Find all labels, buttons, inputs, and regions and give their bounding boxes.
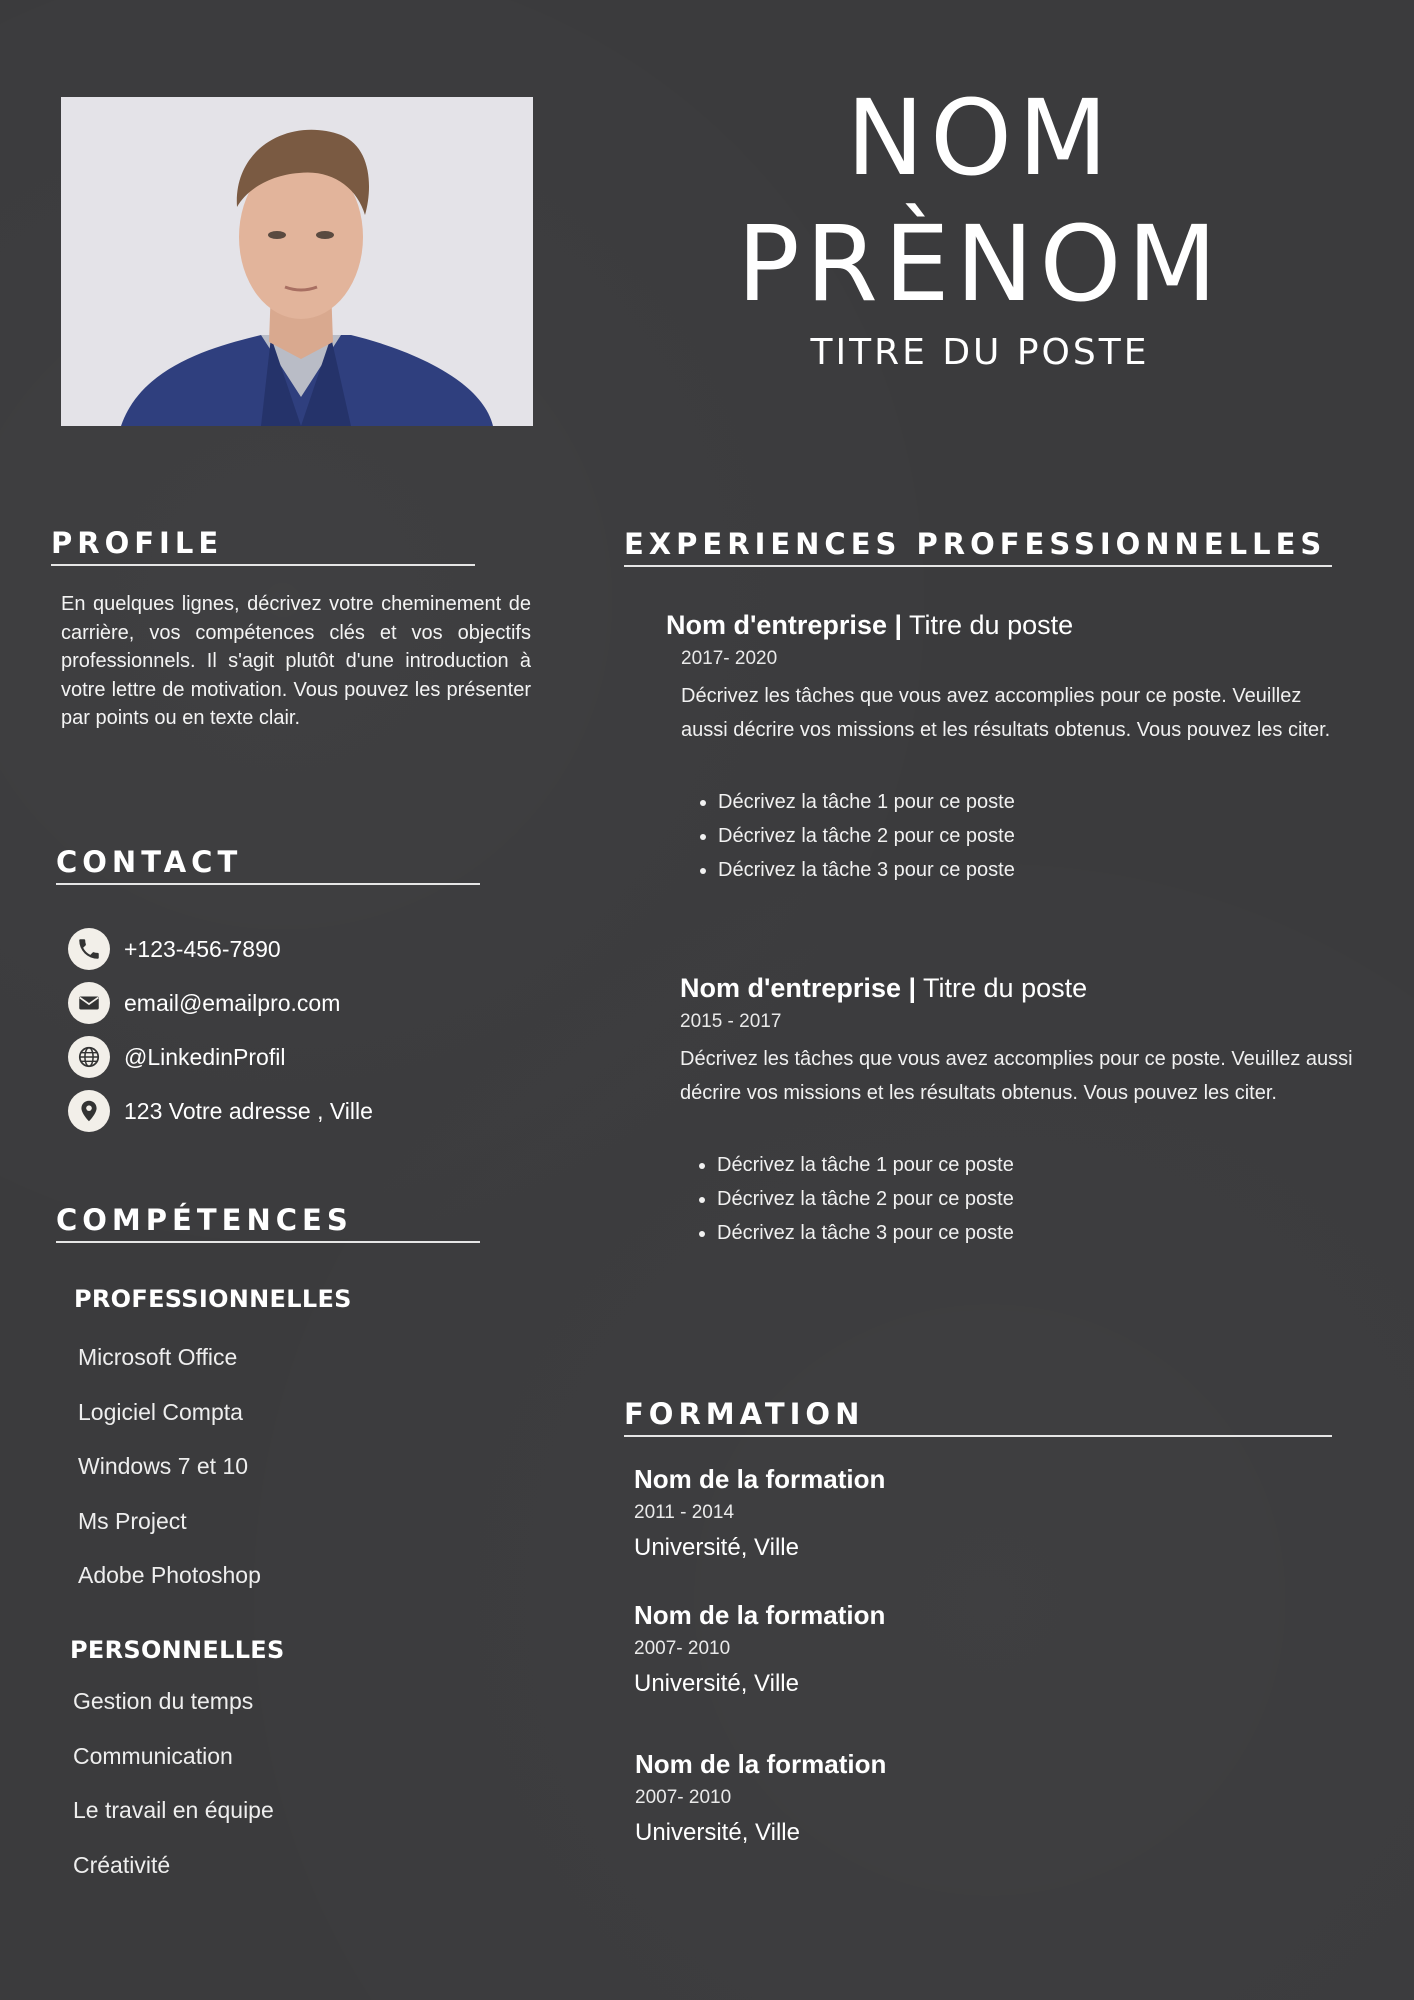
education-school: Université, Ville — [634, 1670, 799, 1697]
contact-phone — [68, 922, 488, 976]
education-name: Nom de la formation — [634, 1600, 886, 1630]
task-item: • Décrivez la tâche 2 pour ce poste — [717, 1182, 1360, 1216]
experience-description: Décrivez les tâches que vous avez accomplies pour ce poste. Veuillez aussi décrire vos missions et les résultats obtenus. Vous pouvez les citer. — [680, 1048, 1353, 1104]
globe-icon — [68, 1036, 110, 1078]
education-name: Nom de la formation — [635, 1749, 887, 1779]
skill-item: Microsoft Office — [78, 1344, 238, 1370]
education-item — [635, 1747, 1235, 1849]
skill-item: Gestion du temps — [73, 1688, 254, 1714]
task-item: • Décrivez la tâche 1 pour ce poste — [717, 1148, 1360, 1182]
profile-photo — [61, 97, 533, 426]
job-title: TITRE DU POSTE — [810, 332, 1150, 373]
email-icon — [68, 982, 110, 1024]
position-title: Titre du poste — [916, 973, 1088, 1003]
address: 123 Votre adresse , Ville — [124, 1097, 373, 1124]
professional-skills-heading: PROFESSIONNELLES — [74, 1285, 352, 1313]
task-item: • Décrivez la tâche 1 pour ce poste — [718, 785, 1346, 819]
professional-skills-list — [78, 1342, 261, 1615]
education-dates: 2007- 2010 — [634, 1638, 731, 1659]
experience-item — [680, 970, 1360, 1250]
profile-text: En quelques lignes, décrivez votre cheminement de carrière, vos compétences clés et vos objectifs professionnels. Il s'agit plutôt d'une introduction à votre lettre de motivation. Vous pouvez les présenter par points ou en texte clair. — [61, 593, 531, 729]
experience-heading: EXPERIENCES PROFESSIONNELLES — [624, 527, 1332, 567]
skill-item: Le travail en équipe — [73, 1797, 274, 1823]
task-list — [681, 785, 1346, 887]
experience-dates: 2015 - 2017 — [680, 1011, 782, 1032]
company-name: Nom d'entreprise | — [666, 610, 903, 640]
company-name: Nom d'entreprise | — [680, 973, 917, 1003]
education-school: Université, Ville — [634, 1534, 799, 1561]
location-icon — [68, 1090, 110, 1132]
skill-item: Logiciel Compta — [78, 1398, 243, 1425]
contact-list — [68, 922, 488, 1138]
profile-heading: PROFILE — [51, 526, 475, 566]
education-name: Nom de la formation — [634, 1464, 886, 1494]
email-address[interactable]: email@emailpro.com — [124, 989, 341, 1016]
experience-dates: 2017- 2020 — [681, 648, 778, 669]
phone-icon — [68, 928, 110, 970]
experience-description: Décrivez les tâches que vous avez accomplies pour ce poste. Veuillez aussi décrire vos missions et les résultats obtenus. Vous pouvez les citer. — [681, 685, 1331, 741]
experience-header — [680, 970, 1360, 1006]
skill-item: Adobe Photoshop — [78, 1562, 261, 1588]
task-item: • Décrivez la tâche 2 pour ce poste — [718, 819, 1346, 853]
linkedin-profile[interactable]: @LinkedinProfil — [124, 1043, 286, 1070]
first-name: PRÈNOM — [736, 203, 1224, 325]
contact-address — [68, 1084, 488, 1138]
phone-number[interactable]: +123-456-7890 — [124, 935, 281, 962]
skill-item: Ms Project — [78, 1507, 187, 1534]
education-heading: FORMATION — [624, 1397, 1332, 1437]
education-item — [634, 1462, 1234, 1564]
task-item: • Décrivez la tâche 3 pour ce poste — [718, 853, 1346, 887]
education-dates: 2007- 2010 — [635, 1787, 732, 1808]
skill-item: Communication — [73, 1742, 233, 1769]
skills-heading: COMPÉTENCES — [56, 1203, 480, 1243]
skill-item: Windows 7 et 10 — [78, 1453, 249, 1479]
skill-item: Créativité — [73, 1851, 171, 1878]
contact-email — [68, 976, 488, 1030]
education-school: Université, Ville — [635, 1819, 800, 1846]
last-name: NOM — [846, 77, 1114, 199]
position-title: Titre du poste — [902, 610, 1074, 640]
personal-skills-heading: PERSONNELLES — [70, 1636, 285, 1664]
task-item: • Décrivez la tâche 3 pour ce poste — [717, 1216, 1360, 1250]
personal-skills-list — [73, 1686, 274, 1904]
experience-item — [666, 607, 1346, 887]
education-item — [634, 1598, 1234, 1700]
contact-heading: CONTACT — [56, 845, 480, 885]
education-dates: 2011 - 2014 — [634, 1502, 735, 1523]
experience-header — [666, 607, 1346, 643]
task-list — [680, 1148, 1360, 1250]
contact-linkedin — [68, 1030, 488, 1084]
